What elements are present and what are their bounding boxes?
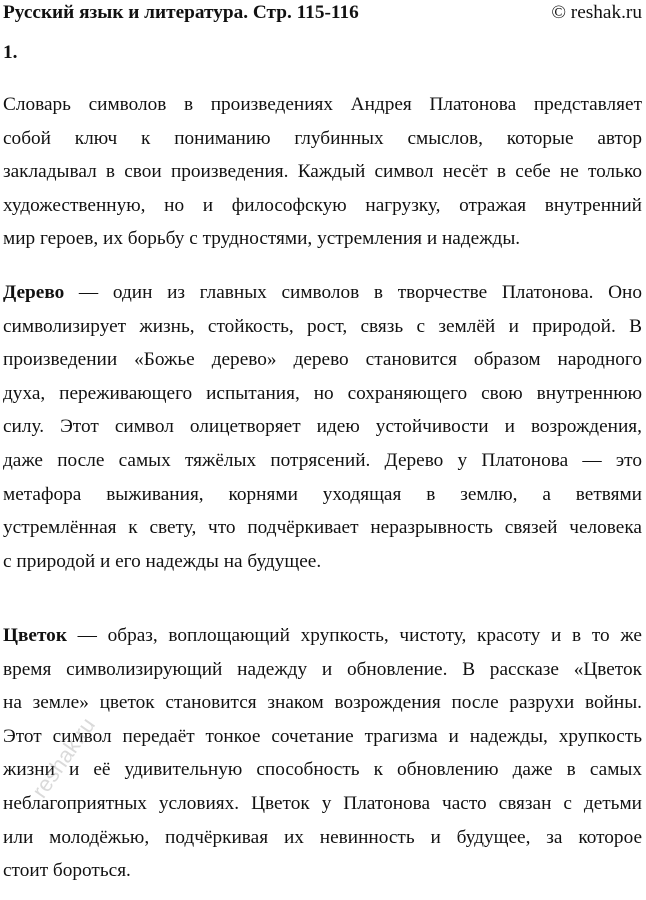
paragraph-intro (3, 88, 642, 256)
line-text: произведении «Божье дерево» дерево становится образом народного (3, 349, 642, 371)
text-line (3, 122, 642, 156)
line-text: — образ, воплощающий хрупкость, чистоту, красоту и в то же (66, 625, 642, 646)
text-line (3, 787, 642, 821)
line-text: мир героев, их борьбу с трудностями, устремления и надежды. (3, 228, 521, 250)
line-text: жизни и её удивительную способность к обновлению даже в самых (3, 759, 642, 781)
text-line (3, 377, 642, 411)
text-line (3, 545, 642, 579)
line-text: или молодёжью, подчёркивая их невинность и будущее, за которое (3, 826, 642, 848)
copyright-label: © reshak.ru (551, 2, 642, 23)
text-line (3, 155, 642, 189)
task-number: 1. (3, 42, 18, 63)
line-text: стоит бороться. (3, 860, 131, 882)
text-line (3, 619, 642, 653)
line-text: символизирует жизнь, стойкость, рост, связь с землёй и природой. В (3, 315, 642, 337)
text-line (3, 410, 642, 444)
text-line (3, 653, 642, 687)
text-line (3, 720, 642, 754)
text-line (3, 821, 642, 855)
text-line (3, 478, 642, 512)
line-text: — один из главных символов в творчестве Платонова. Оно (64, 282, 642, 303)
text-line (3, 854, 642, 888)
text-line (3, 222, 642, 256)
paragraph-tree (3, 276, 642, 578)
text-line (3, 511, 642, 545)
line-text: силу. Этот символ олицетворяет идею устойчивости и возрождения, (3, 416, 642, 438)
line-text: даже после самых тяжёлых потрясений. Дерево у Платонова — это (3, 449, 642, 471)
page-title: Русский язык и литература. Стр. 115-116 (3, 2, 359, 23)
line-text: время символизирующий надежду и обновление. В рассказе «Цветок (3, 658, 642, 680)
term-heading: Дерево (3, 282, 65, 303)
text-line (3, 276, 642, 310)
line-text: с природой и его надежды на будущее. (3, 550, 322, 572)
text-line (3, 444, 642, 478)
page-header (3, 0, 642, 26)
text-line (3, 88, 642, 122)
paragraph-flower (3, 619, 642, 888)
line-text: духа, переживающего испытания, но сохраняющего свою внутреннюю (3, 382, 642, 404)
line-text: Словарь символов в произведениях Андрея Платонова представляет (3, 94, 642, 115)
text-line (3, 310, 642, 344)
text-line (3, 189, 642, 223)
line-text: Этот символ передаёт тонкое сочетание трагизма и надежды, хрупкость (3, 725, 642, 747)
term-heading: Цветок (3, 625, 67, 646)
line-text: художественную, но и философскую нагрузку, отражая внутренний (3, 194, 642, 216)
text-line (3, 343, 642, 377)
line-text: неблагоприятных условиях. Цветок у Платонова часто связан с детьми (3, 792, 642, 814)
text-line (3, 686, 642, 720)
line-text: собой ключ к пониманию глубинных смыслов, которые автор (3, 127, 642, 149)
watermark: reshak.ru (26, 712, 100, 803)
text-line (3, 753, 642, 787)
line-text: устремлённая к свету, что подчёркивает неразрывность связей человека (3, 517, 642, 539)
line-text: закладывал в свои произведения. Каждый символ несёт в себе не только (3, 161, 642, 183)
line-text: метафора выживания, корнями уходящая в землю, а ветвями (3, 483, 642, 505)
line-text: на земле» цветок становится знаком возрождения после разрухи войны. (3, 692, 642, 714)
